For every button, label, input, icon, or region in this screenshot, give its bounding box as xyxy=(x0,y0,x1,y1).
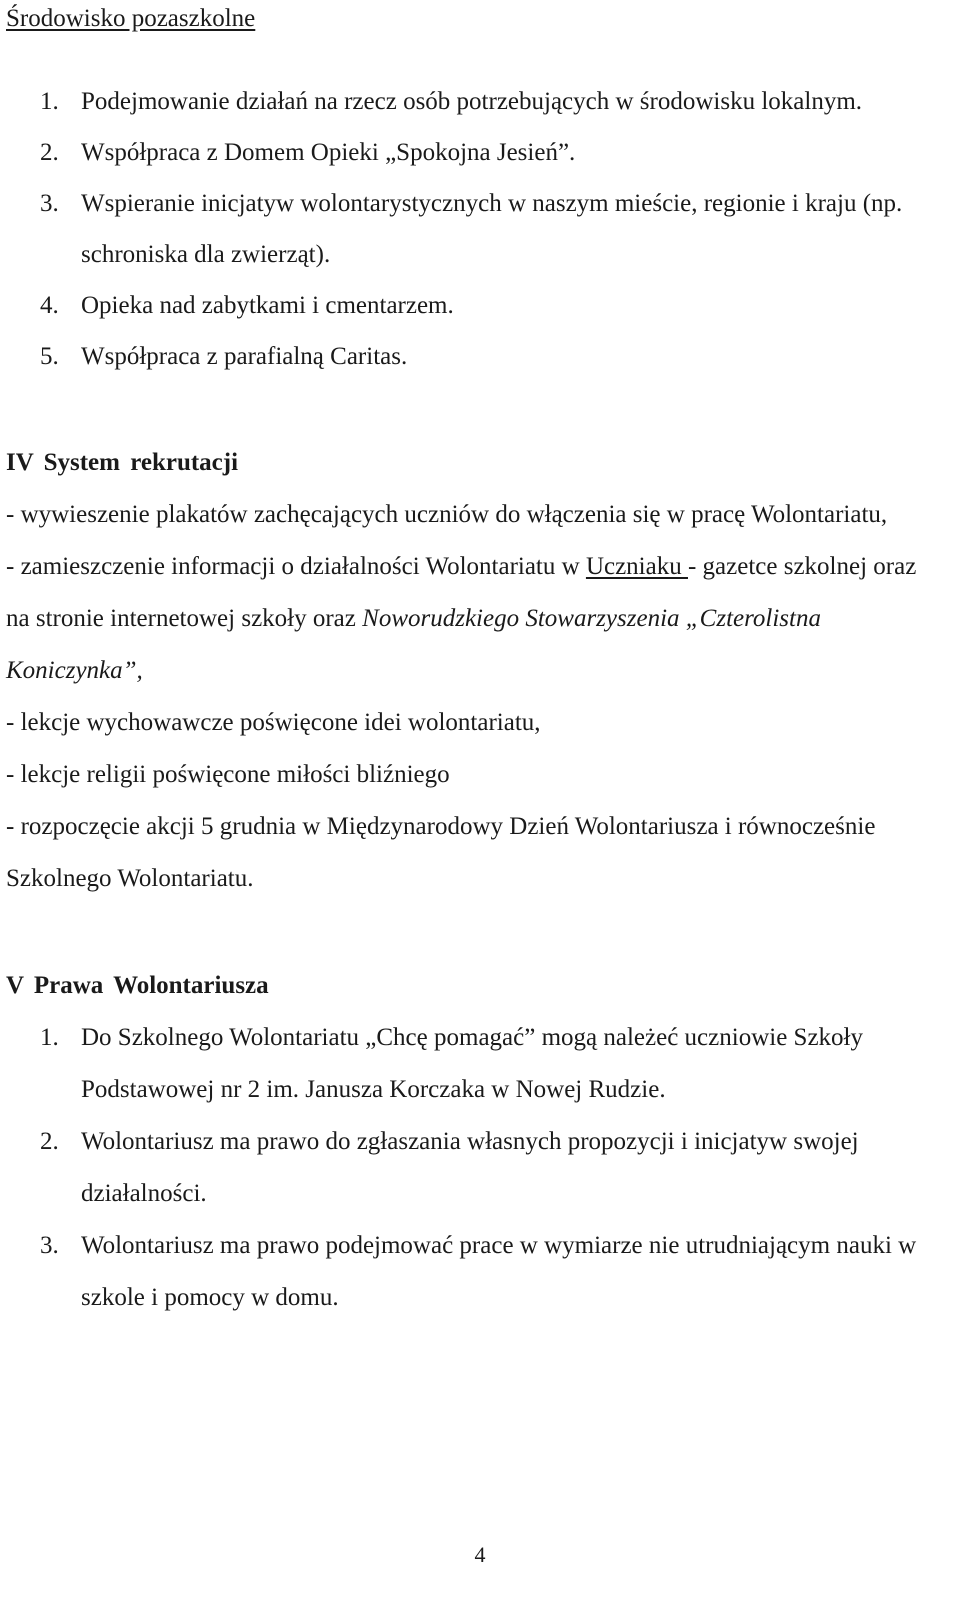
association-name: Noworudzkiego Stowarzyszenia „Czterolistna Koniczynka”, xyxy=(6,605,821,684)
recruitment-item-information xyxy=(6,541,946,697)
list-item-text: Opieka nad zabytkami i cmentarzem. xyxy=(81,292,454,319)
list-item-text: Współpraca z parafialną Caritas. xyxy=(81,343,408,370)
section-iv-heading: IV System rekrutacji xyxy=(6,449,239,476)
section-title: Środowisko pozaszkolne xyxy=(6,5,256,32)
list-item xyxy=(6,331,946,382)
section-iv xyxy=(6,437,946,905)
list-item-text: Wolontariusz ma prawo podejmować prace w wymiarze nie utrudniającym nauki w szkole i pomocy w domu. xyxy=(81,1232,917,1311)
list-item xyxy=(6,76,946,127)
recruitment-item-posters: - wywieszenie plakatów zachęcających uczniów do włączenia się w pracę Wolontariatu, xyxy=(6,501,888,528)
list-item-text: Współpraca z Domem Opieki „Spokojna Jesień”. xyxy=(81,139,576,166)
list-item xyxy=(6,178,946,280)
list-item xyxy=(6,1116,946,1220)
list-item-number: 3. xyxy=(40,190,59,217)
uczniak-link[interactable]: Uczniaku xyxy=(585,553,688,580)
list-item xyxy=(6,1220,946,1324)
list-item-number: 2. xyxy=(40,139,59,166)
list-item-text: Do Szkolnego Wolontariatu „Chcę pomagać” mogą należeć uczniowie Szkoły Podstawowej nr 2 im. Janusza Korczaka w Nowej Rudzie. xyxy=(81,1024,863,1103)
list-item-number: 1. xyxy=(40,88,59,115)
list-item xyxy=(6,127,946,178)
list-item-text: Wspieranie inicjatyw wolontarystycznych w naszym mieście, regionie i kraju (np. schroniska dla zwierząt). xyxy=(81,190,903,268)
list-item-number: 1. xyxy=(40,1024,59,1051)
list-item-text: Podejmowanie działań na rzecz osób potrzebujących w środowisku lokalnym. xyxy=(81,88,863,115)
list-item-number: 4. xyxy=(40,292,59,319)
list-item-number: 5. xyxy=(40,343,59,370)
recruitment-text: - zamieszczenie informacji o działalności Wolontariatu w xyxy=(6,553,586,580)
recruitment-text: - gazetce szkolnej oraz na stronie internetowej szkoły oraz xyxy=(6,553,917,632)
list-item-text: Wolontariusz ma prawo do zgłaszania własnych propozycji i inicjatyw swojej działalności. xyxy=(81,1128,859,1207)
recruitment-item-lessons: - lekcje wychowawcze poświęcone idei wolontariatu, xyxy=(6,709,541,736)
section-v-heading: V Prawa Wolontariusza xyxy=(6,972,269,999)
list-item-number: 3. xyxy=(40,1232,59,1259)
recruitment-item-religion: - lekcje religii poświęcone miłości bliźniego xyxy=(6,761,450,788)
recruitment-item-volunteer-day: - rozpoczęcie akcji 5 grudnia w Międzynarodowy Dzień Wolontariusza i równocześnie Szkolnego Wolontariatu. xyxy=(6,813,876,892)
page-number: 4 xyxy=(474,1542,486,1567)
srodowisko-list xyxy=(6,76,946,382)
list-item xyxy=(6,1012,946,1116)
list-item-number: 2. xyxy=(40,1128,59,1155)
section-v xyxy=(6,960,946,1324)
document-page xyxy=(6,0,946,1324)
rights-list xyxy=(6,1012,946,1324)
list-item xyxy=(6,280,946,331)
